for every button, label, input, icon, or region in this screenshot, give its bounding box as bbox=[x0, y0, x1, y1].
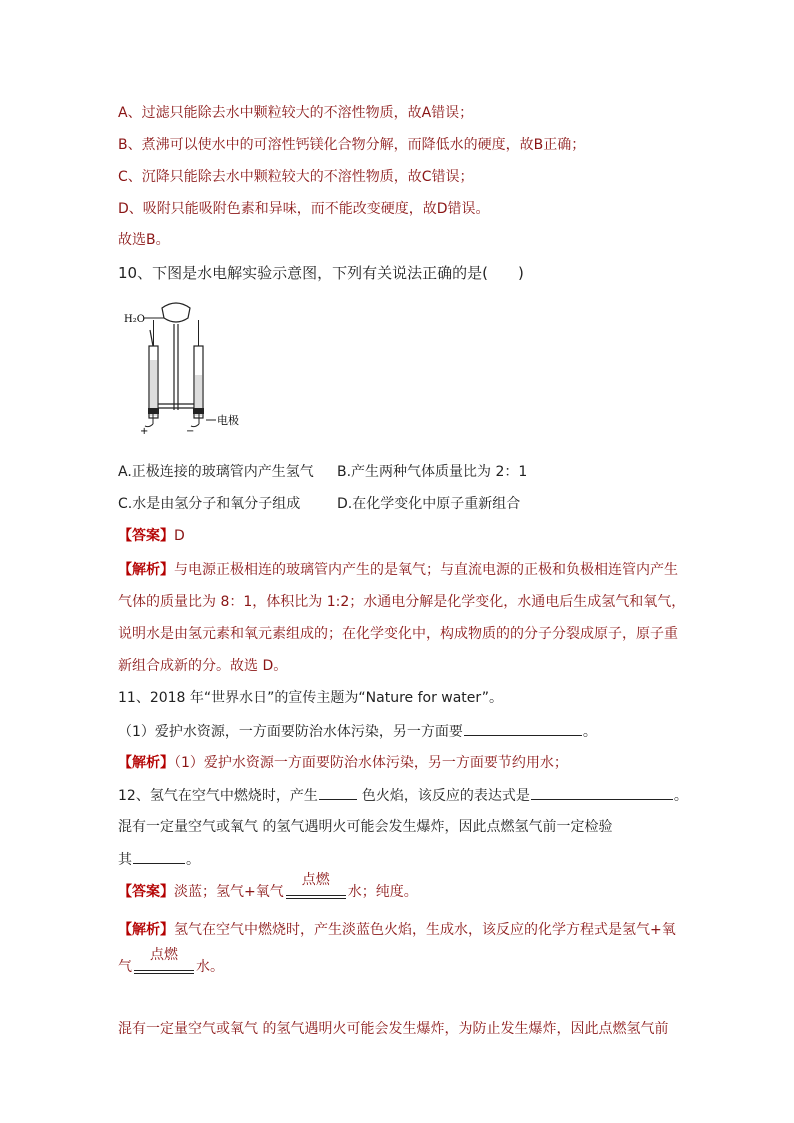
question-12-line3: 其 。 bbox=[118, 849, 200, 870]
question-11-stem: 11、2018 年“世界水日”的宣传主题为“Nature for water”。 bbox=[118, 690, 504, 706]
electrode-label: 电极 bbox=[217, 414, 239, 427]
q10-analysis-line-3: 说明水是由氢元素和氧元素组成的；在化学变化中，构成物质的的分子分裂成原子，原子重 bbox=[118, 626, 678, 642]
q12-analysis-line-2: 气 点燃 水。 bbox=[118, 947, 224, 975]
answer-blank[interactable] bbox=[133, 849, 185, 864]
analysis-tag: 【解析】 bbox=[118, 562, 174, 578]
electrolysis-diagram bbox=[122, 300, 252, 440]
question-10-stem: 10、下图是水电解实验示意图，下列有关说法正确的是( ) bbox=[118, 264, 524, 282]
q10-option-a: A.正极连接的玻璃管内产生氢气 bbox=[118, 464, 314, 480]
q12-analysis-line-3: 混有一定量空气或氧气 的氢气遇明火可能会发生爆炸，为防止发生爆炸，因此点燃氢气前 bbox=[118, 1021, 669, 1037]
q10-answer bbox=[118, 526, 185, 546]
answer-tag: 【答案】 bbox=[118, 528, 174, 544]
question-12-line2: 混有一定量空气或氧气 的氢气遇明火可能会发生爆炸，因此点燃氢气前一定检验 bbox=[118, 819, 613, 835]
negative-terminal-label: − bbox=[186, 426, 195, 437]
option-a-explanation: A、过滤只能除去水中颗粒较大的不溶性物质，故A错误； bbox=[118, 105, 474, 121]
reaction-arrow: 点燃 bbox=[286, 882, 346, 902]
answer-blank[interactable] bbox=[531, 785, 673, 800]
answer-select-line: 故选B。 bbox=[118, 232, 170, 248]
answer-blank[interactable] bbox=[319, 785, 357, 800]
positive-terminal-label: + bbox=[140, 426, 149, 437]
q12-answer: 【答案】淡蓝；氢气+氧气 点燃 水；纯度。 bbox=[118, 872, 418, 900]
question-11-sub1: （1）爱护水资源，一方面要防治水体污染，另一方面要 。 bbox=[118, 721, 597, 742]
question-12-stem: 12、氢气在空气中燃烧时，产生 色火焰，该反应的表达式是 。 bbox=[118, 785, 688, 806]
q10-option-c: C.水是由氢分子和氧分子组成 bbox=[118, 496, 301, 512]
answer-value: D bbox=[174, 528, 185, 544]
answer-blank[interactable] bbox=[464, 721, 582, 736]
q10-option-b: B.产生两种气体质量比为 2：1 bbox=[337, 464, 528, 480]
h2o-label: H₂O bbox=[124, 314, 145, 325]
q12-analysis-line-1: 【解析】氢气在空气中燃烧时，产生淡蓝色火焰，生成水，该反应的化学方程式是氢气+氧 bbox=[118, 922, 676, 938]
q10-analysis-line-4: 新组合成新的分。故选 D。 bbox=[118, 658, 288, 674]
option-b-explanation: B、煮沸可以使水中的可溶性钙镁化合物分解，而降低水的硬度，故B正确； bbox=[118, 137, 586, 153]
reaction-arrow: 点燃 bbox=[134, 957, 194, 977]
option-c-explanation: C、沉降只能除去水中颗粒较大的不溶性物质，故C错误； bbox=[118, 169, 474, 185]
option-d-explanation: D、吸附只能吸附色素和异味，而不能改变硬度，故D错误。 bbox=[118, 201, 490, 217]
q10-analysis-line-1: 【解析】与电源正极相连的玻璃管内产生的是氧气；与直流电源的正极和负极相连管内产生 bbox=[118, 562, 678, 578]
q11-analysis: 【解析】（1）爱护水资源一方面要防治水体污染，另一方面要节约用水； bbox=[118, 755, 568, 771]
q10-option-d: D.在化学变化中原子重新组合 bbox=[337, 496, 521, 512]
q10-analysis-line-2: 气体的质量比为 8：1，体积比为 1:2；水通电分解是化学变化，水通电后生成氢气和氧气， bbox=[118, 594, 686, 610]
